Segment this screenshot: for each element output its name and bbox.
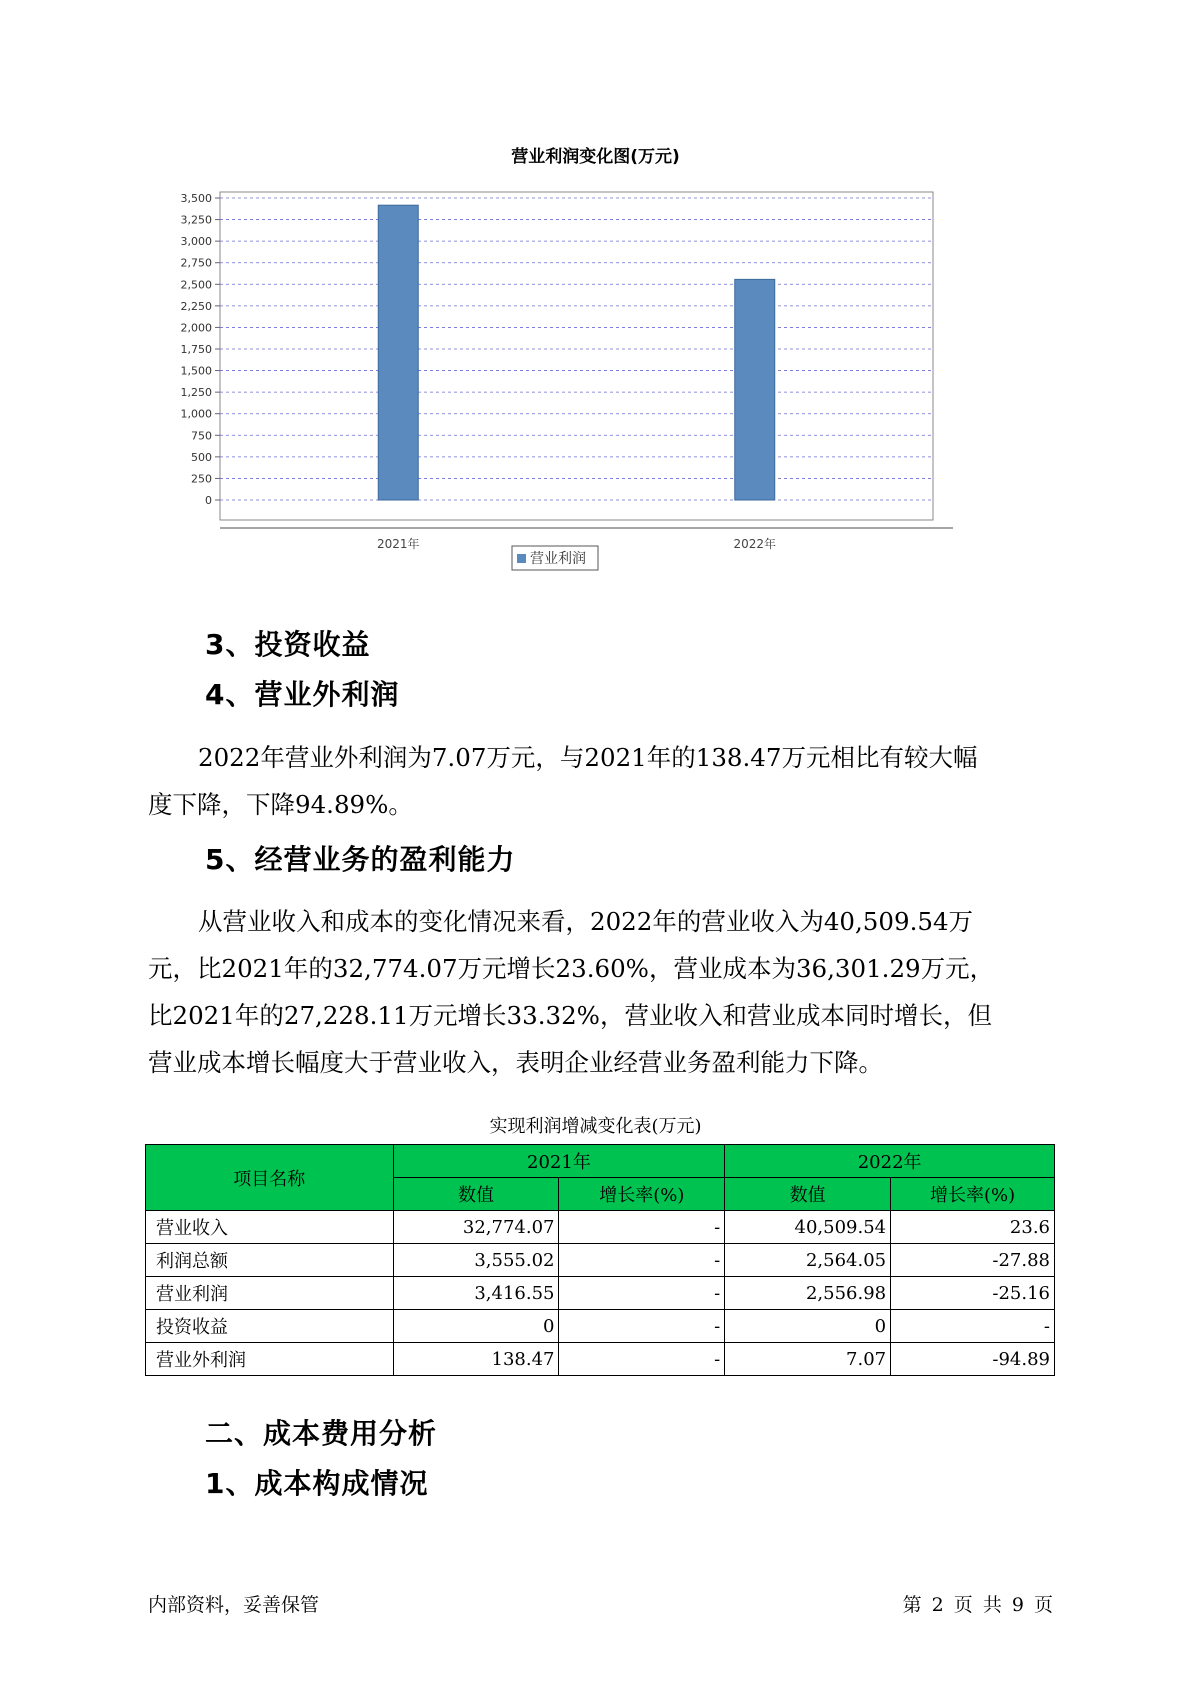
paragraph-line: 从营业收入和成本的变化情况来看，2022年的营业收入为40,509.54万: [198, 907, 974, 936]
heading-cost-structure: 1、成本构成情况: [205, 1467, 429, 1500]
table-row: [146, 1211, 1055, 1244]
bar-2022年: [735, 279, 775, 500]
paragraph-line: 2022年营业外利润为7.07万元，与2021年的138.47万元相比有较大幅: [198, 743, 978, 772]
y-tick-label: 1,000: [180, 407, 212, 421]
y-tick-label: 2,750: [180, 256, 212, 270]
value-2021: 3,555.02: [393, 1244, 559, 1277]
y-tick-label: 1,500: [180, 364, 212, 378]
y-tick-label: 250: [191, 472, 212, 486]
header-rate-2022: 增长率(%): [891, 1178, 1055, 1211]
footer-confidential: 内部资料，妥善保管: [148, 1594, 320, 1616]
value-2022: 2,556.98: [725, 1277, 891, 1310]
header-item-name: 项目名称: [146, 1145, 394, 1211]
x-tick-label: 2021年: [376, 537, 420, 551]
x-tick-label: 2022年: [733, 537, 777, 551]
row-name: 营业收入: [146, 1211, 394, 1244]
chart-title: 营业利润变化图(万元): [511, 147, 680, 167]
header-rate-2021: 增长率(%): [559, 1178, 725, 1211]
rate-2022: -: [891, 1310, 1055, 1343]
paragraph-profitability: [148, 898, 1058, 1086]
rate-2022: 23.6: [891, 1211, 1055, 1244]
value-2021: 32,774.07: [393, 1211, 559, 1244]
heading-profitability: 5、经营业务的盈利能力: [205, 843, 516, 876]
rate-2021: -: [559, 1244, 725, 1277]
row-name: 营业外利润: [146, 1343, 394, 1376]
rate-2021: -: [559, 1343, 725, 1376]
value-2022: 2,564.05: [725, 1244, 891, 1277]
value-2022: 0: [725, 1310, 891, 1343]
legend-label: 营业利润: [530, 551, 586, 567]
legend-swatch: [517, 554, 526, 563]
row-name: 投资收益: [146, 1310, 394, 1343]
paragraph-line: 营业成本增长幅度大于营业收入，表明企业经营业务盈利能力下降。: [148, 1048, 883, 1077]
paragraph-non-operating-profit: [148, 734, 1058, 828]
paragraph-line: 元，比2021年的32,774.07万元增长23.60%，营业成本为36,301.29万元，: [148, 954, 995, 983]
rate-2022: -25.16: [891, 1277, 1055, 1310]
heading-cost-analysis: 二、成本费用分析: [205, 1417, 438, 1450]
y-tick-label: 1,750: [180, 343, 212, 356]
bar-2021年: [378, 205, 418, 500]
row-name: 营业利润: [146, 1277, 394, 1310]
header-year-2022: 2022年: [725, 1145, 1055, 1178]
table-row: [146, 1277, 1055, 1310]
y-tick-label: 2,250: [180, 299, 212, 313]
row-name: 利润总额: [146, 1244, 394, 1277]
y-tick-label: 1,250: [180, 386, 212, 400]
header-year-2021: 2021年: [393, 1145, 725, 1178]
rate-2022: -27.88: [891, 1244, 1055, 1277]
y-tick-label: 3,000: [180, 235, 212, 249]
header-value-2022: 数值: [725, 1178, 891, 1211]
table-row: [146, 1343, 1055, 1376]
table-row: [146, 1244, 1055, 1277]
y-tick-label: 750: [191, 429, 212, 443]
footer-page-number: 第 2 页 共 9 页: [902, 1594, 1053, 1616]
heading-non-operating-profit: 4、营业外利润: [205, 678, 400, 711]
rate-2021: -: [559, 1211, 725, 1244]
value-2022: 7.07: [725, 1343, 891, 1376]
paragraph-line: 比2021年的27,228.11万元增长33.32%，营业收入和营业成本同时增长，但: [148, 1001, 992, 1030]
rate-2021: -: [559, 1277, 725, 1310]
header-value-2021: 数值: [393, 1178, 559, 1211]
paragraph-line: 度下降，下降94.89%。: [148, 790, 413, 819]
value-2021: 0: [393, 1310, 559, 1343]
table-caption: 实现利润增减变化表(万元): [489, 1116, 702, 1137]
y-tick-label: 2,500: [180, 278, 212, 292]
rate-2022: -94.89: [891, 1343, 1055, 1376]
y-tick-label: 3,250: [180, 213, 212, 227]
y-tick-label: 2,000: [180, 321, 212, 335]
value-2022: 40,509.54: [725, 1211, 891, 1244]
value-2021: 138.47: [393, 1343, 559, 1376]
y-tick-label: 500: [191, 450, 212, 464]
heading-investment-income: 3、投资收益: [205, 628, 371, 661]
profit-change-table: [145, 1144, 1055, 1376]
value-2021: 3,416.55: [393, 1277, 559, 1310]
table-row: [146, 1310, 1055, 1343]
profit-bar-chart: [150, 180, 1030, 590]
y-tick-label: 0: [205, 494, 212, 507]
rate-2021: -: [559, 1310, 725, 1343]
y-tick-label: 3,500: [180, 192, 212, 205]
